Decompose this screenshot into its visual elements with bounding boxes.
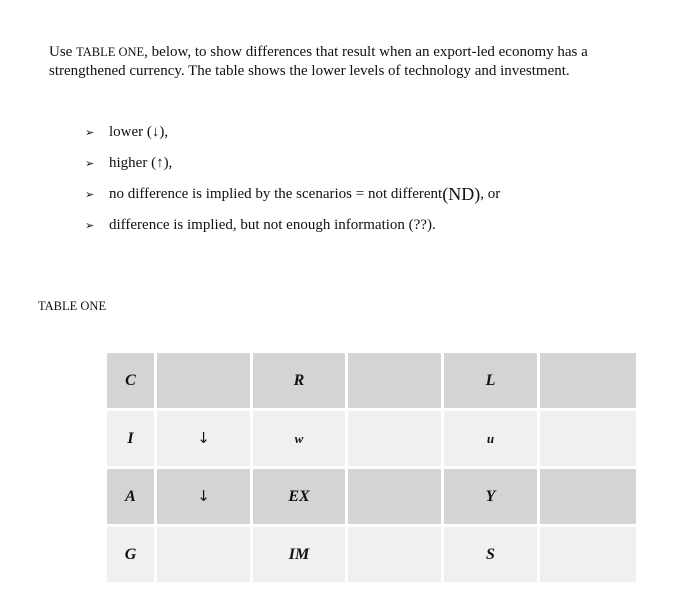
variable-label: I — [127, 429, 134, 447]
arrowhead-bullet-icon: ➢ — [85, 127, 95, 139]
down-arrow-icon: ↓ — [197, 429, 210, 447]
table-cell — [107, 469, 154, 524]
list-item-text-tail: , or — [480, 186, 501, 202]
instructions-paragraph — [49, 43, 649, 81]
variable-label: u — [486, 430, 495, 446]
table-cell — [253, 353, 345, 408]
table-cell — [107, 353, 154, 408]
table-cell — [444, 411, 537, 466]
down-arrow-icon: ↓ — [197, 487, 210, 505]
variable-label: w — [294, 430, 304, 446]
variable-label: S — [486, 545, 495, 563]
arrowhead-bullet-icon: ➢ — [85, 158, 95, 170]
variable-label: Y — [485, 487, 496, 505]
variable-label: EX — [288, 487, 310, 505]
answer-cell[interactable] — [157, 469, 250, 524]
answer-cell[interactable] — [157, 411, 250, 466]
table-row — [107, 411, 636, 466]
instructions-text-part2: , below, to show differences that result when an export-led economy has a strengthened currency. The table shows the lower levels of technology and investment. — [49, 44, 588, 79]
variable-label: R — [293, 371, 305, 389]
arrowhead-bullet-icon: ➢ — [85, 189, 95, 201]
table-cell — [253, 469, 345, 524]
list-item — [85, 179, 500, 210]
answer-cell[interactable] — [540, 527, 636, 582]
instructions-text-part1: Use — [49, 44, 77, 60]
variable-label: L — [485, 371, 496, 389]
answer-cell[interactable] — [540, 411, 636, 466]
list-item-text: difference is implied, but not enough information (??). — [109, 217, 436, 233]
arrowhead-bullet-icon: ➢ — [85, 220, 95, 232]
answer-cell[interactable] — [348, 469, 441, 524]
variable-label: IM — [288, 545, 310, 563]
list-item — [85, 117, 500, 148]
table-cell — [444, 353, 537, 408]
table-cell — [444, 469, 537, 524]
table-cell — [253, 411, 345, 466]
table-cell — [253, 527, 345, 582]
table-row — [107, 527, 636, 582]
table-row — [107, 353, 636, 408]
answer-cell[interactable] — [540, 353, 636, 408]
answer-cell[interactable] — [348, 527, 441, 582]
answer-cell[interactable] — [540, 469, 636, 524]
variable-label: G — [124, 545, 137, 563]
table-row — [107, 469, 636, 524]
variable-label: C — [125, 371, 136, 389]
table-reference: TABLE ONE — [76, 45, 145, 59]
list-item — [85, 210, 500, 241]
answer-cell[interactable] — [348, 353, 441, 408]
table-cell — [107, 411, 154, 466]
list-item — [85, 148, 500, 179]
list-item-text: no difference is implied by the scenarios = not different — [109, 186, 443, 202]
list-item-text: higher (↑), — [109, 155, 173, 171]
answer-cell[interactable] — [157, 527, 250, 582]
table-cell — [107, 527, 154, 582]
table-caption: TABLE ONE — [38, 299, 107, 313]
table-cell — [444, 527, 537, 582]
list-item-text-emphasis: (ND) — [442, 184, 481, 204]
answer-key-list — [85, 117, 500, 241]
answer-cell[interactable] — [348, 411, 441, 466]
answer-table — [104, 350, 639, 585]
answer-cell[interactable] — [157, 353, 250, 408]
list-item-text: lower (↓), — [109, 124, 169, 140]
variable-label: A — [125, 487, 136, 505]
